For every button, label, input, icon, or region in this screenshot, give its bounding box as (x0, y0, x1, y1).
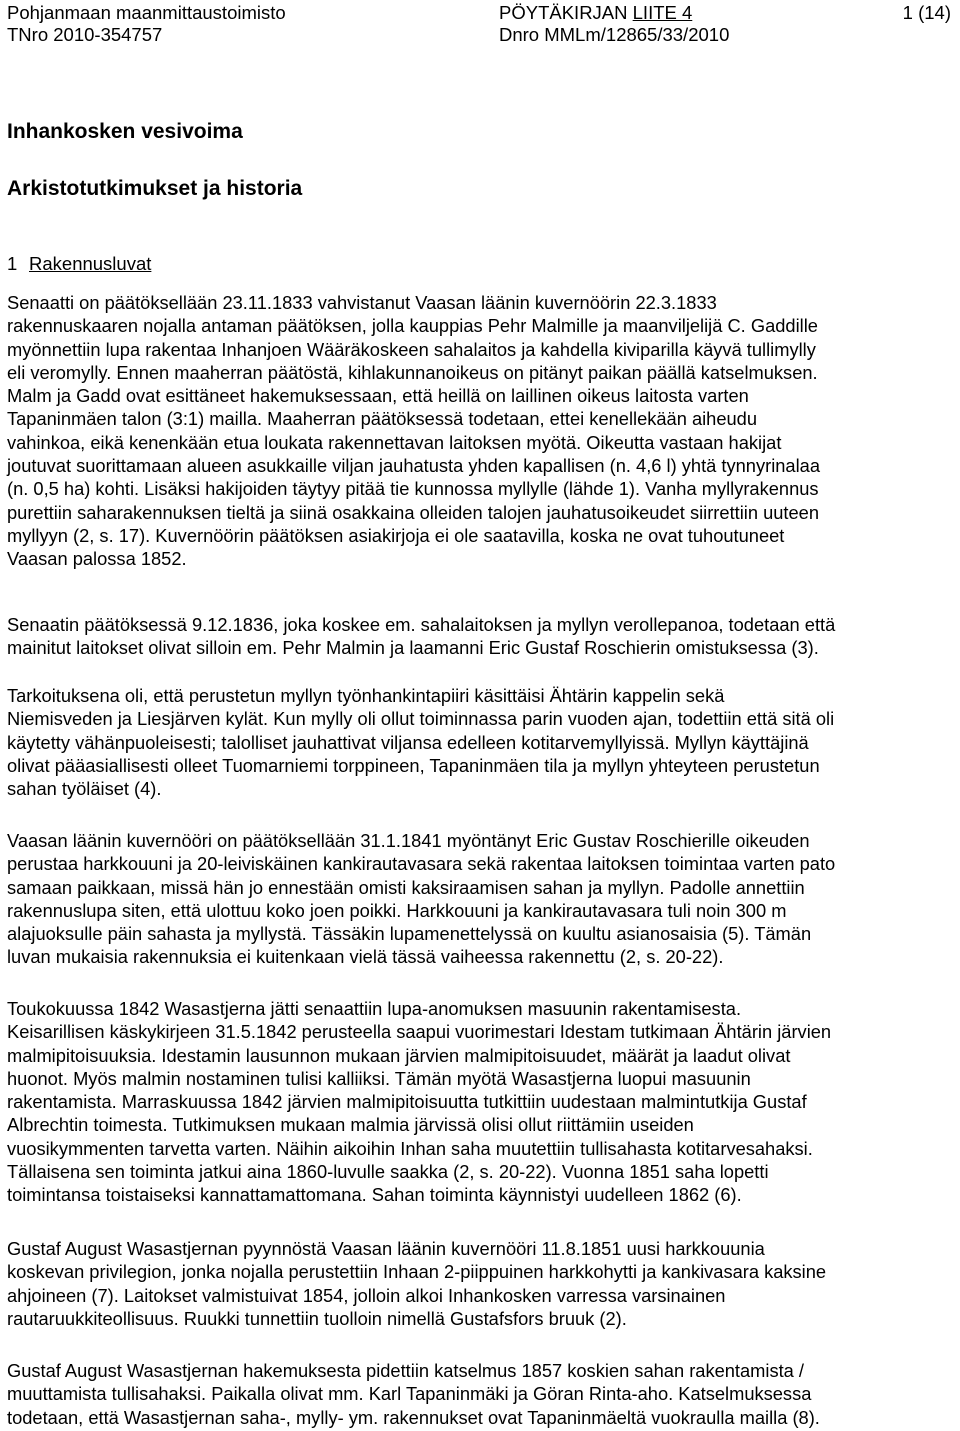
dnro-number: Dnro MMLm/12865/33/2010 (499, 24, 730, 45)
text-line: samaan paikkaan, missä hän jo ennestään omisti kaksiraamisen sahan ja myllyn. Padolle annettiin (7, 876, 805, 898)
page-number: 1 (14) (902, 2, 951, 23)
text-line: vuosikymmenten tarvetta varten. Näihin aikoihin Inhan saha muutettiin tullisahasta kotitarvesahaksi. (7, 1137, 813, 1159)
text-line: (n. 0,5 ha) kohti. Lisäksi hakijoiden täytyy pitää tie kunnossa myllylle (lähde 1). Vanha myllyrakennus (7, 478, 819, 500)
section-number: 1 (7, 253, 18, 274)
text-line: olivat pääasiallisesti olleet Tuomarniemi torppineen, Tapaninmäen tila ja myllyn yhteyteen perustetun (7, 754, 820, 776)
paragraph-mill-purpose (7, 684, 957, 800)
page-header (7, 2, 953, 48)
section-label: Rakennusluvat (29, 253, 152, 274)
text-line: alajuoksulle päin sahasta ja myllystä. Tässäkin lupamenettelyssä on kuultu asianosaisia (5). Tämän (7, 923, 812, 945)
paragraph-senate-decision (7, 613, 957, 660)
text-line: purettiin saharakennuksen tieltä ja siinä osakkaina olleiden talojen jauhatusoikeudet siirrettiin uuteen (7, 501, 820, 523)
text-line: koskevan privilegion, jonka nojalla perustettiin Inhaan 2-piippuinen harkkohytti ja kankivasara kaksine (7, 1261, 827, 1283)
text-line: Tällaisena sen toiminta jatkui aina 1860-luvulle saakka (2, s. 20-22). Vuonna 1851 saha lopetti (7, 1161, 769, 1183)
text-line: rakennuslupa siten, että ulottuu koko joen poikki. Harkkouuni ja kankirautavasara tuli noin 300 m (7, 899, 787, 921)
text-line: Tapaninmäen talon (3:1) mailla. Maaherran päätöksessä todetaan, ettei kenellekään aiheudu (7, 408, 758, 430)
attachment-link[interactable]: LIITE 4 (632, 2, 693, 23)
paragraph-governor-decision (7, 829, 957, 969)
text-line: todetaan, että Wasastjernan saha-, mylly- ym. rakennukset ovat Tapaninmäeltä vuokraulla mailla (8). (7, 1406, 820, 1428)
attachment-prefix: PÖYTÄKIRJAN (499, 2, 633, 23)
document-subtitle: Arkistotutkimukset ja historia (7, 177, 303, 200)
text-line: myllyyn (2, s. 17). Kuvernöörin päätöksen asiakirjoja ei ole saatavilla, koska ne ovat tuhoutuneet (7, 524, 785, 546)
text-line: vahinkoa, eikä kenenkään etua loukata rakennettavan laitoksen myötä. Oikeutta vastaan hakijat (7, 431, 782, 453)
text-line: Niemisveden ja Liesjärven kylät. Kun mylly oli ollut toiminnassa parin vuoden ajan, todettiin että sitä oli (7, 708, 835, 730)
text-line: Malm ja Gadd ovat esittäneet hakemuksessaan, että heillä on laillinen oikeus laitosta varten (7, 385, 749, 407)
attachment-reference (499, 2, 692, 24)
text-line: eli veromylly. Ennen maaherran päätöstä, kihlakunnanoikeus on pitänyt paikan päällä katselmuksen. (7, 361, 818, 383)
text-line: luvan mukaisia rakennuksia ei kuitenkaan vielä tässä vaiheessa rakennettu (2, s. 20-22). (7, 946, 724, 968)
tno-number: TNro 2010-354757 (7, 24, 163, 45)
organization-name: Pohjanmaan maanmittaustoimisto (7, 2, 286, 23)
text-line: Tarkoituksena oli, että perustetun myllyn työnhankintapiiri käsittäisi Ähtärin kappelin sekä (7, 685, 725, 706)
text-line: ahjoineen (7). Laitokset valmistuivat 1854, jolloin alkoi Inhankosken varressa varsinainen (7, 1284, 726, 1306)
text-line: myönnettiin lupa rakentaa Inhanjoen Wääräkoskeen sahalaitos ja kahdella kiviparilla käyvä tullimylly (7, 338, 816, 360)
text-line: muuttamista tullisahaksi. Paikalla olivat mm. Karl Tapaninmäki ja Göran Rinta-aho. Katselmuksessa (7, 1383, 812, 1405)
text-line: joutuvat suorittamaan alueen asukkaille viljan jauhatusta yhden kapallisen (n. 4,6 l) yhtä tynnyrinalaa (7, 455, 820, 477)
text-line: sahan työläiset (4). (7, 778, 162, 800)
text-line: Senaatti on päätöksellään 23.11.1833 vahvistanut Vaasan läänin kuvernöörin 22.3.1833 (7, 292, 717, 313)
text-line: mainitut laitokset olivat silloin em. Pehr Malmin ja laamanni Eric Gustaf Roschierin omistuksessa (3). (7, 637, 819, 659)
document-title: Inhankosken vesivoima (7, 120, 243, 143)
paragraph-blast-furnace (7, 997, 957, 1207)
text-line: Gustaf August Wasastjernan pyynnöstä Vaasan läänin kuvernööri 11.8.1851 uusi harkkouunia (7, 1238, 765, 1259)
paragraph-inspection-1857 (7, 1359, 957, 1429)
text-line: Vaasan läänin kuvernööri on päätöksellään 31.1.1841 myöntänyt Eric Gustav Roschierille oikeuden (7, 830, 810, 851)
text-line: Vaasan palossa 1852. (7, 548, 187, 570)
text-line: Gustaf August Wasastjernan hakemuksesta pidettiin katselmus 1857 koskien sahan rakentamista / (7, 1360, 805, 1381)
text-line: rakentamista. Marraskuussa 1842 järvien malmipitoisuutta tutkittiin uudestaan malmintutkija Gustaf (7, 1091, 807, 1113)
text-line: huonot. Myös malmin nostaminen tulisi kalliiksi. Tämän myötä Wasastjerna luopui masuunin (7, 1067, 751, 1089)
text-line: Senaatin päätöksessä 9.12.1836, joka koskee em. sahalaitoksen ja myllyn verollepanoa, todetaan että (7, 614, 836, 635)
text-line: Albrechtin toimesta. Tutkimuksen mukaan malmia järvissä olisi ollut riittämiin useiden (7, 1114, 694, 1136)
text-line: Keisarillisen käskykirjeen 31.5.1842 perusteella saapui vuorimestari Idestam tutkimaan Ähtärin järvien (7, 1021, 832, 1043)
text-line: käytetty vähänpuoleisesti; talolliset jauhattivat viljansa edelleen kotitarvemyllyissä. Myllyn käyttäjinä (7, 731, 809, 753)
text-line: rautaruukkiteollisuus. Ruukki tunnettiin tuolloin nimellä Gustafsfors bruuk (2). (7, 1307, 627, 1329)
paragraph-ironworks (7, 1237, 957, 1330)
text-line: rakennuskaaren nojalla antaman päätöksen, jolla kauppias Pehr Malmille ja maanviljelijä C. Gaddille (7, 315, 818, 337)
text-line: toimintansa toistaiseksi kannattamattomana. Sahan toiminta käynnistyi uudelleen 1862 (6). (7, 1184, 742, 1206)
text-line: malmipitoisuuksia. Idestamin lausunnon mukaan järvien malmipitoisuudet, määrät ja laadut olivat (7, 1044, 791, 1066)
paragraph-building-permits (7, 291, 957, 571)
text-line: Toukokuussa 1842 Wasastjerna jätti senaattiin lupa-anomuksen masuunin rakentamisesta. (7, 998, 742, 1019)
section-heading (7, 252, 151, 276)
text-line: perustaa harkkouuni ja 20-leiviskäinen kankirautavasara sekä rakentaa laitoksen toimintaa varten pato (7, 853, 836, 875)
